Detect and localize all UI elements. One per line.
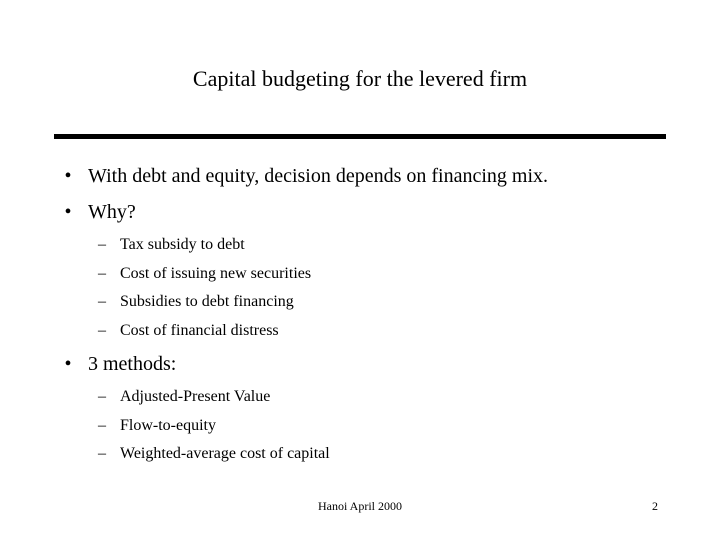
dash-marker: –: [98, 293, 106, 311]
sub-item-apv: [58, 386, 698, 408]
dash-marker: –: [98, 416, 106, 434]
bullet-marker: •: [64, 201, 72, 223]
sub-item-tax-subsidy: [58, 234, 698, 256]
dash-marker: –: [98, 264, 106, 282]
bullet-three-methods: [58, 350, 698, 378]
footer-text: Hanoi April 2000: [318, 499, 402, 513]
methods-list: [58, 386, 698, 465]
sub-item-text: Subsidies to debt financing: [120, 293, 294, 311]
sub-item-wacc: [58, 443, 698, 465]
bullet-financing-mix: [58, 162, 698, 190]
why-reasons-list: [58, 234, 698, 342]
sub-item-fte: [58, 415, 698, 437]
sub-item-text: Flow-to-equity: [120, 416, 216, 434]
page-number: 2: [652, 499, 658, 513]
title-divider: [54, 134, 666, 139]
sub-item-financial-distress: [58, 320, 698, 342]
sub-item-text: Cost of issuing new securities: [120, 264, 312, 282]
sub-item-debt-subsidies: [58, 291, 698, 313]
slide-title: Capital budgeting for the levered firm: [192, 66, 528, 91]
sub-item-text: Tax subsidy to debt: [120, 236, 245, 253]
bullet-text: With debt and equity, decision depends on financing mix.: [88, 165, 549, 187]
dash-marker: –: [98, 322, 106, 340]
bullet-marker: •: [64, 353, 72, 376]
sub-item-text: Cost of financial distress: [120, 322, 279, 340]
bullet-why: [58, 198, 698, 226]
bullet-marker: •: [64, 165, 72, 187]
dash-marker: –: [98, 236, 106, 253]
dash-marker: –: [98, 388, 106, 406]
slide-body: [58, 162, 698, 473]
bullet-text: 3 methods:: [88, 353, 177, 376]
bullet-text: Why?: [88, 201, 136, 223]
sub-item-issuing-cost: [58, 263, 698, 285]
sub-item-text: Weighted-average cost of capital: [120, 445, 330, 463]
sub-item-text: Adjusted-Present Value: [120, 388, 271, 406]
dash-marker: –: [98, 445, 106, 463]
